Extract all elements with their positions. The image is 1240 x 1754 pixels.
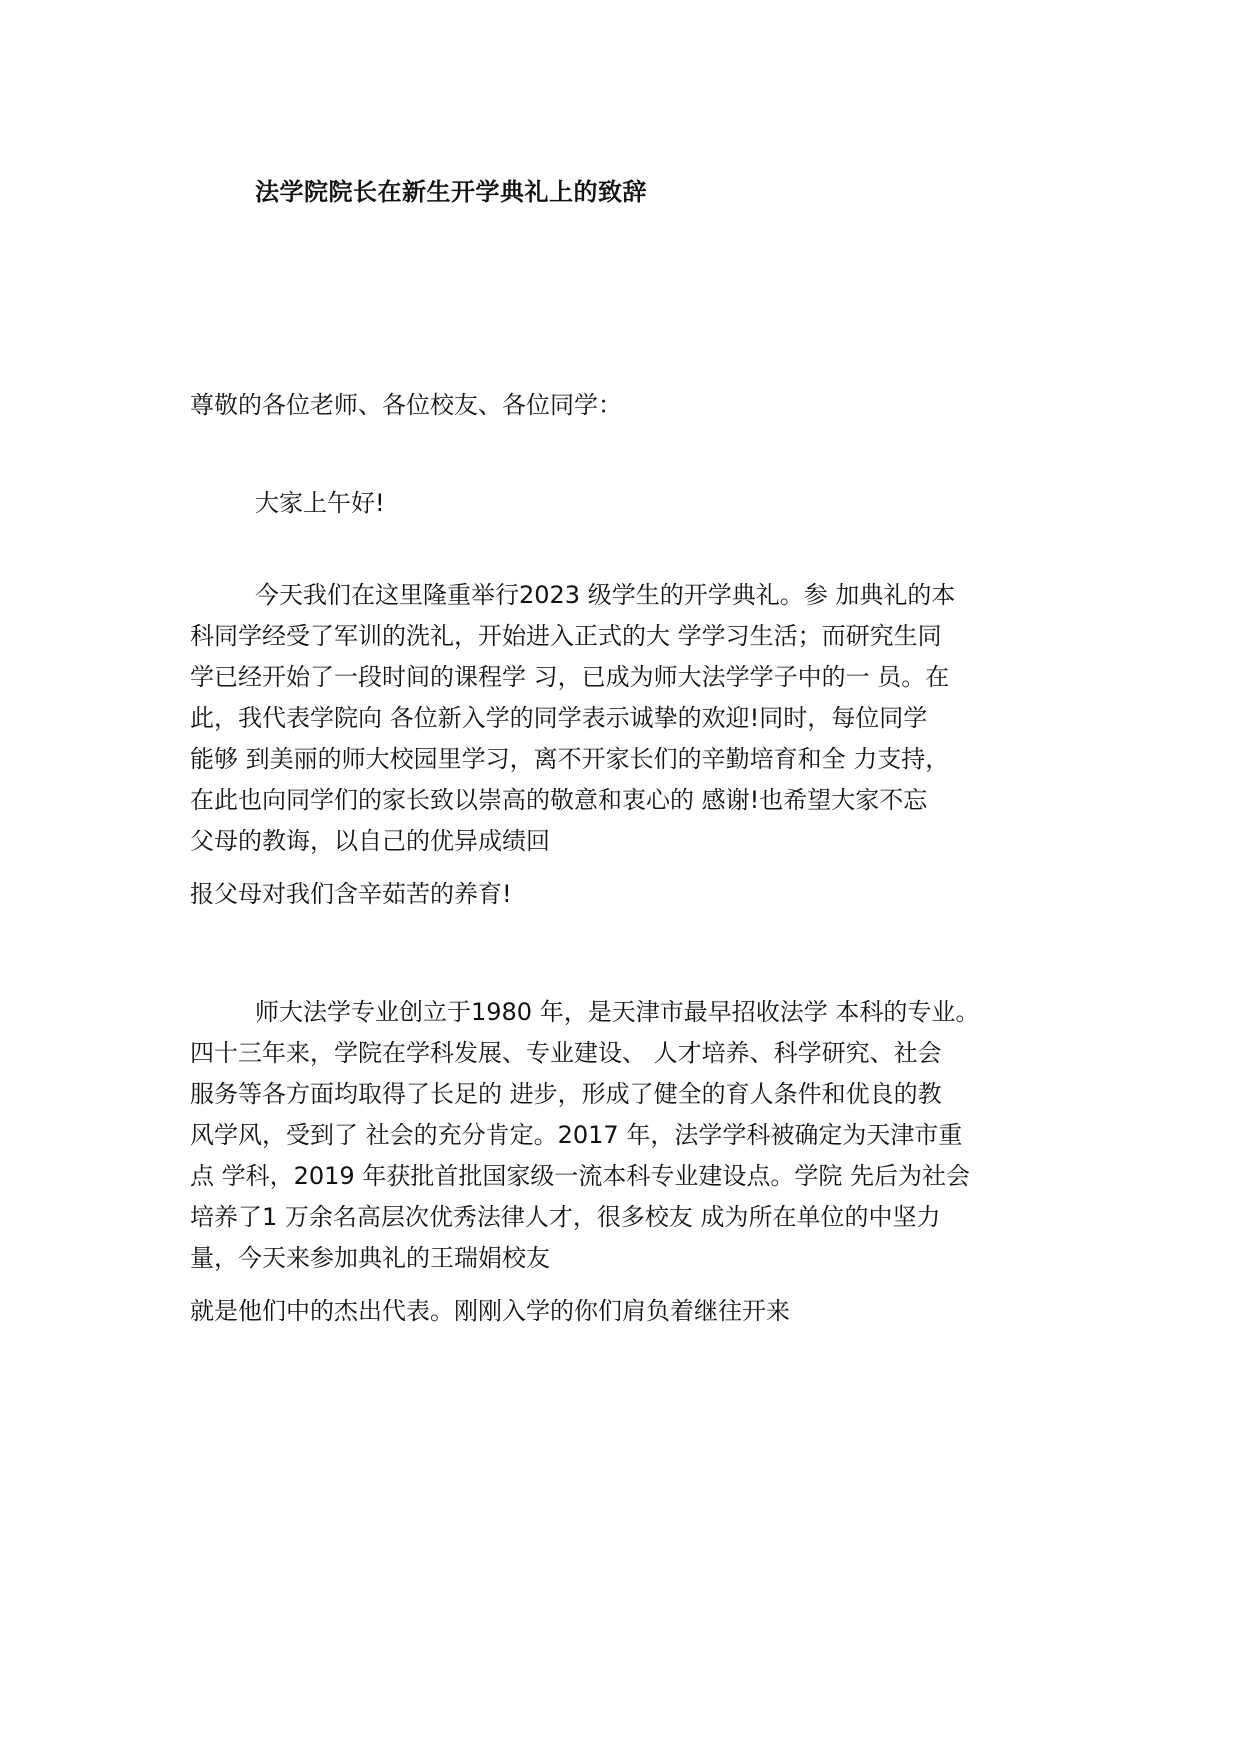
paragraph-line: 风学风，受到了 社会的充分肯定。2017 年，法学学科被确定为天津市重 bbox=[190, 1121, 963, 1149]
paragraph-line: 培养了1 万余名高层次优秀法律人才，很多校友 成为所在单位的中坚力 bbox=[190, 1203, 941, 1231]
paragraph-1 bbox=[190, 575, 1055, 915]
paragraph-line: 四十三年来，学院在学科发展、专业建设、 人才培养、科学研究、社会 bbox=[190, 1039, 942, 1067]
paragraph-line: 科同学经受了军训的洗礼，开始进入正式的大 学学习生活；而研究生同 bbox=[190, 622, 942, 650]
paragraph-line: 此，我代表学院向 各位新入学的同学表示诚挚的欢迎!同时，每位同学 bbox=[190, 704, 928, 732]
paragraph-line: 师大法学专业创立于1980 年，是天津市最早招收法学 本科的专业。 bbox=[255, 998, 980, 1026]
salutation: 尊敬的各位老师、各位校友、各位同学： bbox=[190, 391, 622, 419]
paragraph-line: 在此也向同学们的家长致以崇高的敬意和衷心的 感谢!也希望大家不忘 bbox=[190, 786, 928, 814]
paragraph-line: 能够 到美丽的师大校园里学习，离不开家长们的辛勤培育和全 力支持， bbox=[190, 745, 950, 773]
paragraph-line: 今天我们在这里隆重举行2023 级学生的开学典礼。参 加典礼的本 bbox=[255, 581, 956, 609]
paragraph-line: 点 学科，2019 年获批首批国家级一流本科专业建设点。学院 先后为社会 bbox=[190, 1162, 970, 1190]
greeting: 大家上午好! bbox=[255, 489, 385, 517]
paragraph-line: 就是他们中的杰出代表。刚刚入学的你们肩负着继往开来 bbox=[190, 1297, 790, 1325]
paragraph-line: 父母的教诲，以自己的优异成绩回 bbox=[190, 827, 550, 855]
paragraph-line: 学已经开始了一段时间的课程学 习，已成为师大法学学子中的一 员。在 bbox=[190, 663, 950, 691]
paragraph-line: 量，今天来参加典礼的王瑞娟校友 bbox=[190, 1244, 550, 1272]
paragraph-line: 服务等各方面均取得了长足的 进步，形成了健全的育人条件和优良的教 bbox=[190, 1080, 942, 1108]
document-title: 法学院院长在新生开学典礼上的致辞 bbox=[255, 178, 647, 206]
paragraph-line: 报父母对我们含辛茹苦的养育! bbox=[190, 880, 512, 908]
paragraph-2 bbox=[190, 992, 1055, 1332]
